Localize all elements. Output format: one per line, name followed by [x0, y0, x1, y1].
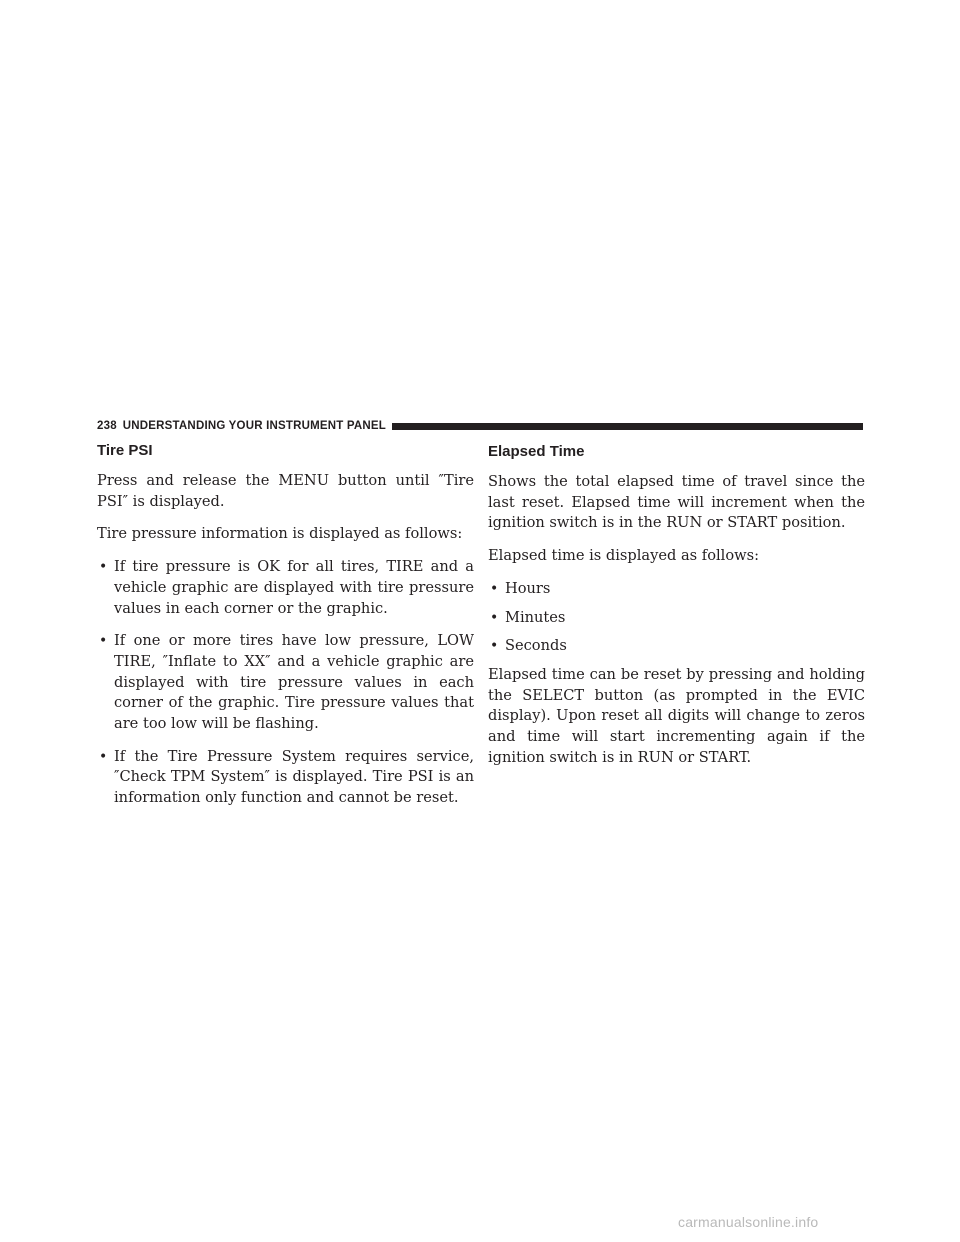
tire-psi-heading: Tire PSI [97, 442, 153, 459]
bullet-icon: • [99, 633, 108, 650]
elapsed-time-intro: Shows the total elapsed time of travel since the last reset. Elapsed time will increment when the ignition switch is in the RUN or START position. [488, 473, 865, 532]
list-item-text: If tire pressure is OK for all tires, TIRE and a vehicle graphic are displayed with tire pressure values in each corner or the graphic. [114, 558, 474, 617]
left-column [97, 441, 474, 821]
elapsed-time-reset-text: Elapsed time can be reset by pressing and holding the SELECT button (as prompted in the EVIC display). Upon reset all digits will change to zeros and time will start incrementing again if the ignition switch is in RUN or START. [488, 665, 865, 766]
page-number: 238 [97, 420, 117, 432]
header-rule [392, 423, 863, 430]
list-item [488, 608, 865, 629]
list-item [97, 557, 474, 619]
list-item [97, 631, 474, 735]
page-header [97, 419, 863, 433]
bullet-icon: • [490, 609, 499, 626]
section-title: UNDERSTANDING YOUR INSTRUMENT PANEL [122, 420, 386, 432]
list-item-text: If the Tire Pressure System requires service, ″Check TPM System″ is displayed. Tire PSI is an information only function and cannot be reset. [114, 747, 474, 807]
list-item-text: Hours [505, 579, 551, 597]
elapsed-time-heading: Elapsed Time [488, 443, 585, 460]
tire-psi-intro: Press and release the MENU button until ″Tire PSI″ is displayed. [97, 472, 474, 510]
bullet-icon: • [490, 580, 499, 597]
list-item-text: Minutes [505, 608, 566, 626]
list-item [488, 636, 865, 657]
watermark: carmanualsonline.info [678, 1214, 819, 1230]
tire-psi-display-intro: Tire pressure information is displayed as follows: [97, 525, 463, 543]
list-item [97, 747, 474, 809]
bullet-icon: • [490, 638, 499, 655]
list-item-text: Seconds [505, 637, 567, 655]
elapsed-time-bullet-list [488, 579, 865, 657]
bullet-icon: • [99, 559, 108, 576]
right-column [488, 441, 865, 780]
list-item-text: If one or more tires have low pressure, LOW TIRE, ″Inflate to XX″ and a vehicle graphic are displayed with tire pressure values in each corner of the graphic. Tire pressure values that are too low will be flashing. [114, 632, 474, 733]
elapsed-time-display-intro: Elapsed time is displayed as follows: [488, 547, 760, 565]
bullet-icon: • [99, 748, 108, 765]
list-item [488, 579, 865, 600]
tire-psi-bullet-list [97, 557, 474, 809]
